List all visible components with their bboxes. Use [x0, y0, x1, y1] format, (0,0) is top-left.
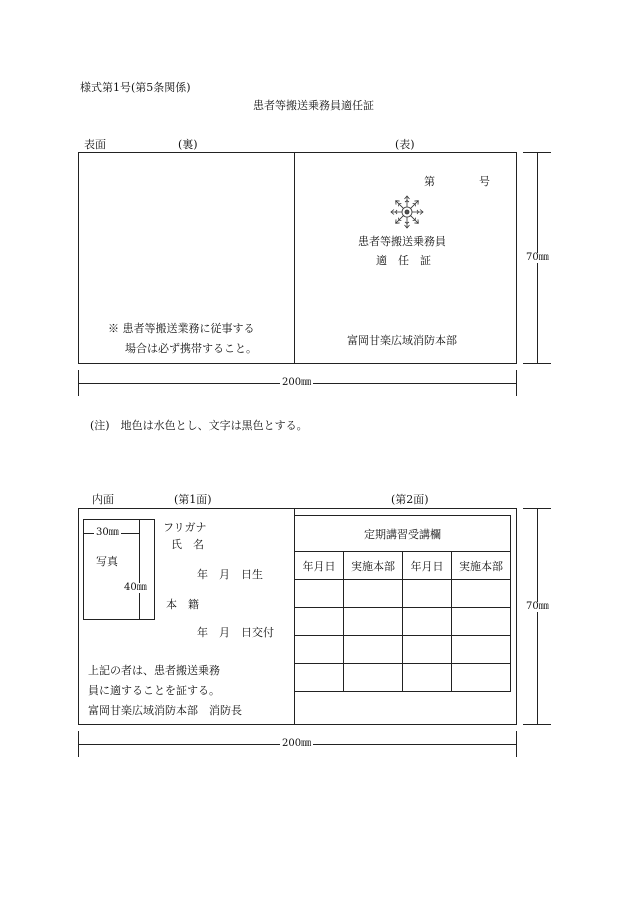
height-dimension-label: 70㎜ — [526, 252, 549, 263]
photo-height-line — [139, 519, 140, 620]
domicile-label: 本 籍 — [166, 598, 199, 611]
page2-label: (第2面) — [391, 493, 429, 506]
certification-line-3: 富岡甘楽広域消防本部 消防長 — [88, 704, 242, 717]
document-title: 患者等搬送乗務員適任証 — [253, 99, 374, 112]
table-header-date-1: 年月日 — [295, 552, 344, 580]
table-header-hq-2: 実施本部 — [452, 552, 511, 580]
front-section-label: 表面 — [84, 138, 106, 151]
card-title-line-1: 患者等搬送乗務員 — [358, 235, 446, 248]
inner-height-dimension-line — [537, 508, 538, 724]
page1-label: (第1面) — [174, 493, 212, 506]
color-note: (注) 地色は水色とし、文字は黒色とする。 — [90, 419, 308, 432]
note-line-1: ※ 患者等搬送業務に従事する — [108, 322, 255, 335]
certification-line-1: 上記の者は、患者搬送乗務 — [88, 664, 220, 677]
inner-dim-tick-bottom — [523, 724, 551, 725]
number-label: 第 号 — [424, 175, 490, 188]
back-label: (裏) — [178, 138, 198, 151]
training-table-title: 定期講習受講欄 — [295, 516, 511, 552]
name-label: 氏 名 — [171, 538, 204, 551]
table-header-hq-1: 実施本部 — [344, 552, 403, 580]
emblem-icon — [388, 193, 426, 231]
photo-width-label: 30㎜ — [96, 527, 119, 538]
table-row — [295, 636, 511, 664]
width-dimension-label: 200㎜ — [282, 377, 312, 388]
dim-tick-bottom — [523, 363, 551, 364]
table-row — [295, 608, 511, 636]
birth-date-label: 年 月 日生 — [197, 568, 263, 581]
table-header-date-2: 年月日 — [403, 552, 452, 580]
form-number: 様式第1号(第5条関係) — [80, 81, 191, 94]
inner-section-label: 内面 — [92, 493, 114, 506]
card-divider — [294, 152, 295, 363]
table-row — [295, 664, 511, 692]
note-line-2: 場合は必ず携帯すること。 — [125, 342, 257, 355]
table-row — [295, 580, 511, 608]
card-title-line-2: 適 任 証 — [376, 254, 431, 267]
photo-label: 写真 — [96, 555, 118, 568]
photo-height-label: 40㎜ — [124, 582, 147, 593]
front-label: (表) — [395, 138, 415, 151]
inner-dim-tick-right — [516, 731, 517, 757]
issue-date-label: 年 月 日交付 — [197, 626, 274, 639]
dim-tick-right — [516, 370, 517, 396]
furigana-label: フリガナ — [163, 521, 207, 534]
inner-height-dimension-label: 70㎜ — [526, 601, 549, 612]
issuer-name: 富岡甘楽広域消防本部 — [347, 334, 457, 347]
inner-width-dimension-label: 200㎜ — [282, 738, 312, 749]
training-record-table — [294, 515, 511, 692]
certification-line-2: 員に適することを証する。 — [88, 684, 220, 697]
